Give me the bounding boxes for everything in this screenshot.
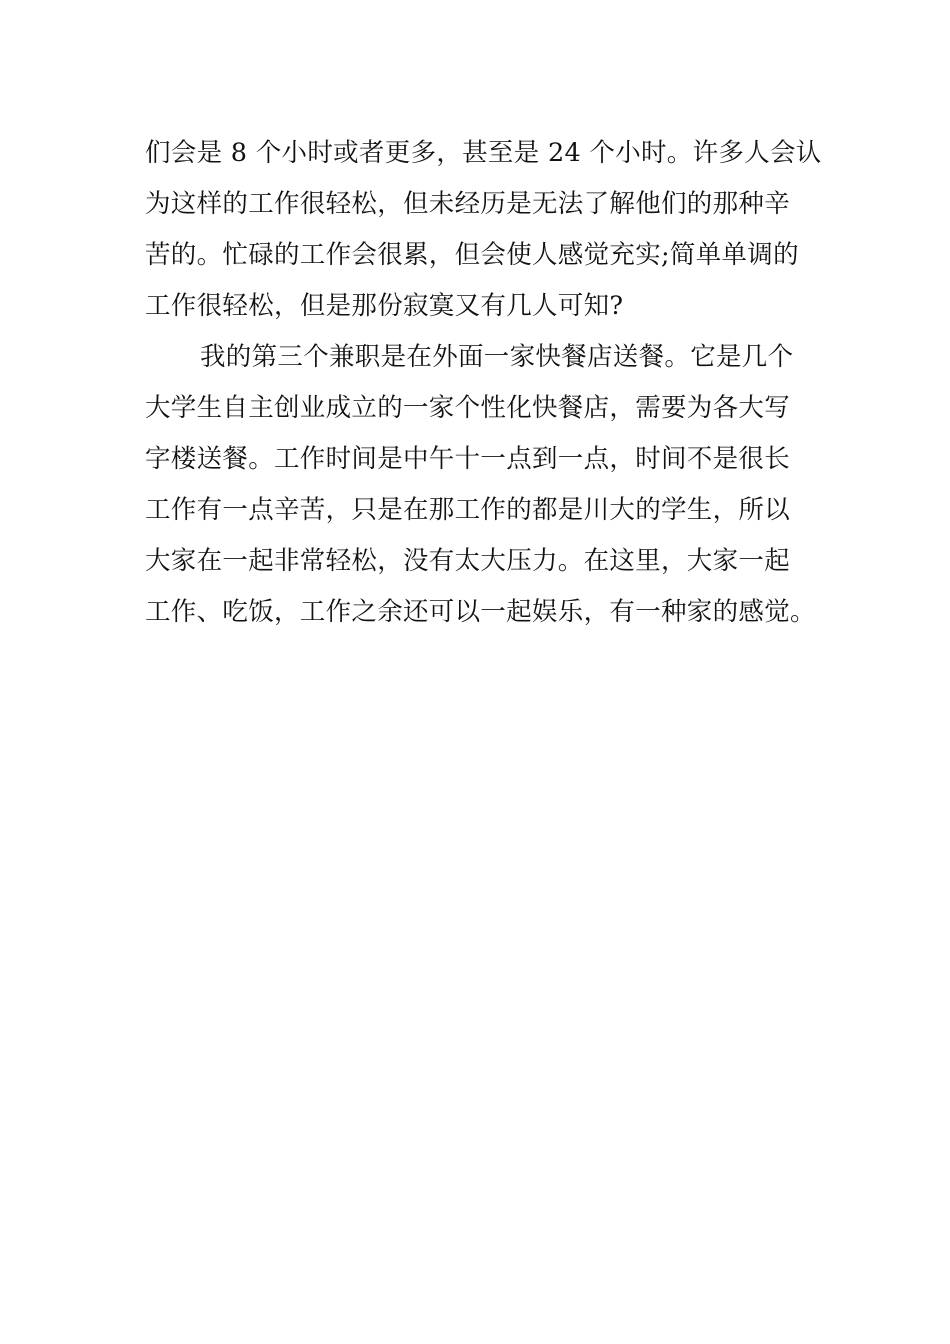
text-line: 大家在一起非常轻松，没有太大压力。在这里，大家一起 bbox=[145, 546, 791, 576]
text-line: 字楼送餐。工作时间是中午十一点到一点，时间不是很长 bbox=[145, 444, 791, 474]
document-body bbox=[145, 128, 822, 638]
text-line: 工作有一点辛苦，只是在那工作的都是川大的学生，所以 bbox=[145, 495, 791, 525]
text-line: 工作、吃饭，工作之余还可以一起娱乐，有一种家的感觉。 bbox=[145, 597, 816, 627]
paragraph-2 bbox=[145, 332, 816, 638]
text-line: 我的第三个兼职是在外面一家快餐店送餐。它是几个 bbox=[200, 342, 794, 372]
text-line: 大学生自主创业成立的一家个性化快餐店，需要为各大写 bbox=[145, 393, 791, 423]
text-line: 苦的。忙碌的工作会很累，但会使人感觉充实;简单单调的 bbox=[145, 240, 799, 270]
text-line: 为这样的工作很轻松，但未经历是无法了解他们的那种辛 bbox=[145, 189, 791, 219]
text-line: 们会是 8 个小时或者更多，甚至是 24 个小时。许多人会认 bbox=[145, 138, 822, 168]
text-line: 工作很轻松，但是那份寂寞又有几人可知? bbox=[145, 291, 624, 321]
paragraph-1 bbox=[145, 128, 822, 332]
